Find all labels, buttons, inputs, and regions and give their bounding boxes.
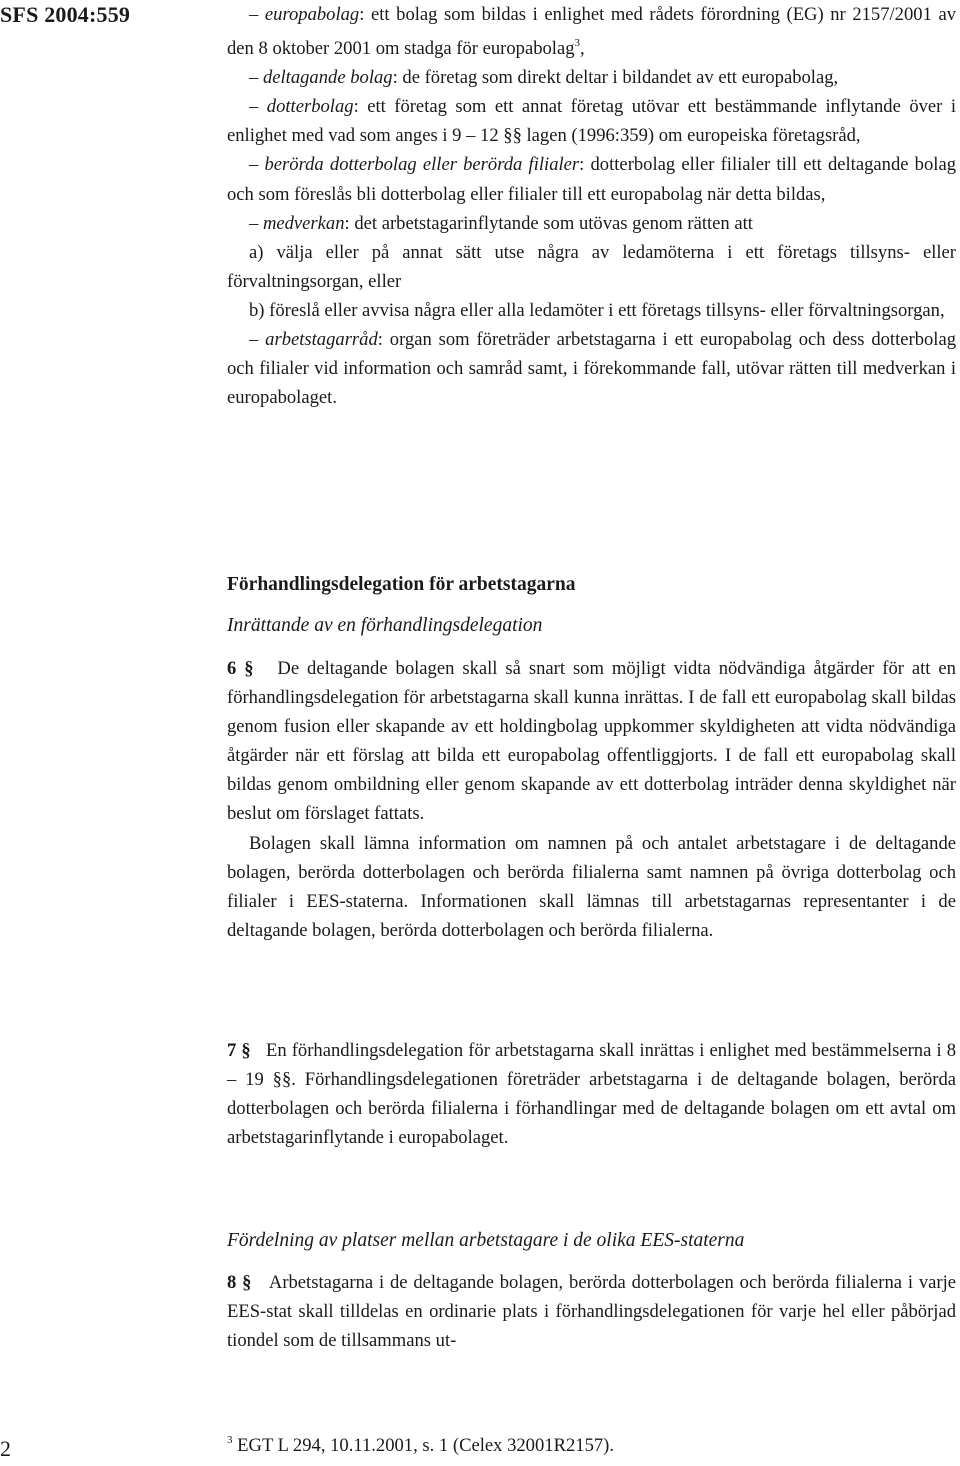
paragraph-text: Arbetstagarna i de deltagande bolagen, berörda dotterbolagen och berörda filialerna i varje EES-stat skall tilldelas en ordinarie plats i förhandlingsdelegationen för varje hel eller påbörjad tiondel som de tillsammans ut- [227,1272,957,1352]
subheading-inrattande: Inrättande av en förhandlingsdelegation [227,615,543,636]
footnote [227,1434,614,1457]
subheading-block-2 [227,1226,956,1255]
page-number: 2 [0,1436,11,1461]
paragraph-text: En förhandlingsdelegation för arbetstagarna skall inrättas i enlighet med bestämmelserna i 8 – 19 §§. Förhandlingsdelegationen företräder arbetstagarna i de deltagande bolagen, berörda dotterbolagen och berörda filialerna i förhandlingar med de deltagande bolagen om ett avtal om arbetstagarinflytande i europabolaget. [227,1040,956,1149]
definition-tail: , [580,38,585,60]
paragraph-7 [227,1036,956,1152]
definition-text: : det arbetstagarinflytande som utövas genom rätten att [344,212,753,234]
definition-dotterbolag: – dotterbolag: ett företag som ett annat företag utövar ett bestämmande inflytande över i enlighet med vad som anges i 9 – 12 §§ lagen (1996:359) om europeiska företagsråd, [227,96,957,147]
footnote-text: EGT L 294, 10.11.2001, s. 1 (Celex 32001R2157). [237,1435,614,1456]
paragraph-text: De deltagande bolagen skall så snart som möjligt vidta nödvändiga åtgärder för att en förhandlingsdelegation för arbetstagarna skall kunna inrättas. I de fall ett europabolag skall bildas genom fusion eller skapande av ett holdingbolag uppkommer skyldigheten att vidta nödvändiga åtgärder när ett förslag att bilda ett europabolag offentliggjorts. I de fall ett europabolag skall bildas genom ombildning eller genom skapande av ett dotterbolag inträder denna skyldighet när beslut om förslaget fattats. [227,658,956,825]
definition-term: deltagande bolag [262,67,393,89]
definition-berorda: – berörda dotterbolag eller berörda filialer: dotterbolag eller filialer till ett deltagande bolag och som föreslås bli dotterbolag eller filialer till ett europabolag när detta bildas, [227,154,956,205]
footnote-marker: 3 [227,1434,233,1446]
definitions-block [227,0,956,412]
medverkan-item-a: a) välja eller på annat sätt utse några av ledamöterna i ett företags tillsyns- eller förvaltningsorgan, eller [227,241,956,292]
definition-text: : ett bolag som bildas i enlighet med rådets förordning (EG) nr 2157/2001 av den 8 oktober 2001 om stadga för europabolag [227,4,957,60]
definition-text: : ett företag som ett annat företag utövar ett bestämmande inflytande över i enlighet med vad som anges i 9 – 12 §§ lagen (1996:359) om europeiska företagsråd, [227,96,957,147]
section-block [227,570,956,640]
document-header-sfs-number: SFS 2004:559 [0,2,131,27]
paragraph-number: 6 § [227,658,254,679]
definition-deltagande-bolag: – deltagande bolag: de företag som direkt deltar i bildandet av ett europabolag, [249,67,839,89]
section-heading: Förhandlingsdelegation för arbetstagarna [227,574,576,595]
paragraph-8-text-block [227,1268,956,1355]
definition-text: : organ som företräder arbetstagarna i ett europabolag och dess dotterbolag och filialer vid information och samråd samt, i förekommande fall, utövar rätten till medverkan i europabolaget. [227,329,957,409]
definition-arbetstagarrad: – arbetstagarråd: organ som företräder arbetstagarna i ett europabolag och dess dotterbolag och filialer vid information och samråd samt, i förekommande fall, utövar rätten till medverkan i europabolaget. [227,329,957,409]
paragraph-6-second: Bolagen skall lämna information om namnen på och antalet arbetstagare i de deltagande bolagen, berörda dotterbolagen och berörda filialerna samt namnen på övriga dotterbolag och filialer i EES-staterna. Informationen skall lämnas till arbetstagarnas representanter i de deltagande bolagen, berörda dotterbolagen och berörda filialerna. [227,832,956,941]
definition-term: dotterbolag [266,96,354,118]
definition-europabolag: – europabolag: ett bolag som bildas i enlighet med rådets förordning (EG) nr 2157/2001 av den 8 oktober 2001 om stadga för europabolag$^3$, [227,4,957,60]
paragraph-6-first [227,654,956,829]
definition-text: : dotterbolag eller filialer till ett deltagande bolag och som föreslås bli dotterbolag eller filialer till ett europabolag när detta bildas, [227,154,956,205]
definition-term: berörda dotterbolag eller berörda filialer [264,154,580,176]
medverkan-item-b: b) föreslå eller avvisa några eller alla ledamöter i ett företags tillsyns- eller förvaltningsorgan, [249,299,945,321]
paragraph-number: 7 § [227,1040,251,1061]
paragraph-number: 8 § [227,1272,252,1293]
paragraph-8 [227,1268,956,1355]
footnote-ref: 3 [574,37,581,50]
definition-medverkan: – medverkan: det arbetstagarinflytande som utövas genom rätten att [249,212,753,234]
definition-term: europabolag [264,4,360,25]
definition-text: : de företag som direkt deltar i bildandet av ett europabolag, [392,67,839,89]
paragraph-7-text-block [227,1036,956,1152]
definition-term: arbetstagarråd [265,329,378,351]
subheading-fordelning: Fördelning av platser mellan arbetstagare i de olika EES-staterna [227,1230,745,1251]
definition-term: medverkan [262,212,345,234]
paragraph-6 [227,654,956,945]
